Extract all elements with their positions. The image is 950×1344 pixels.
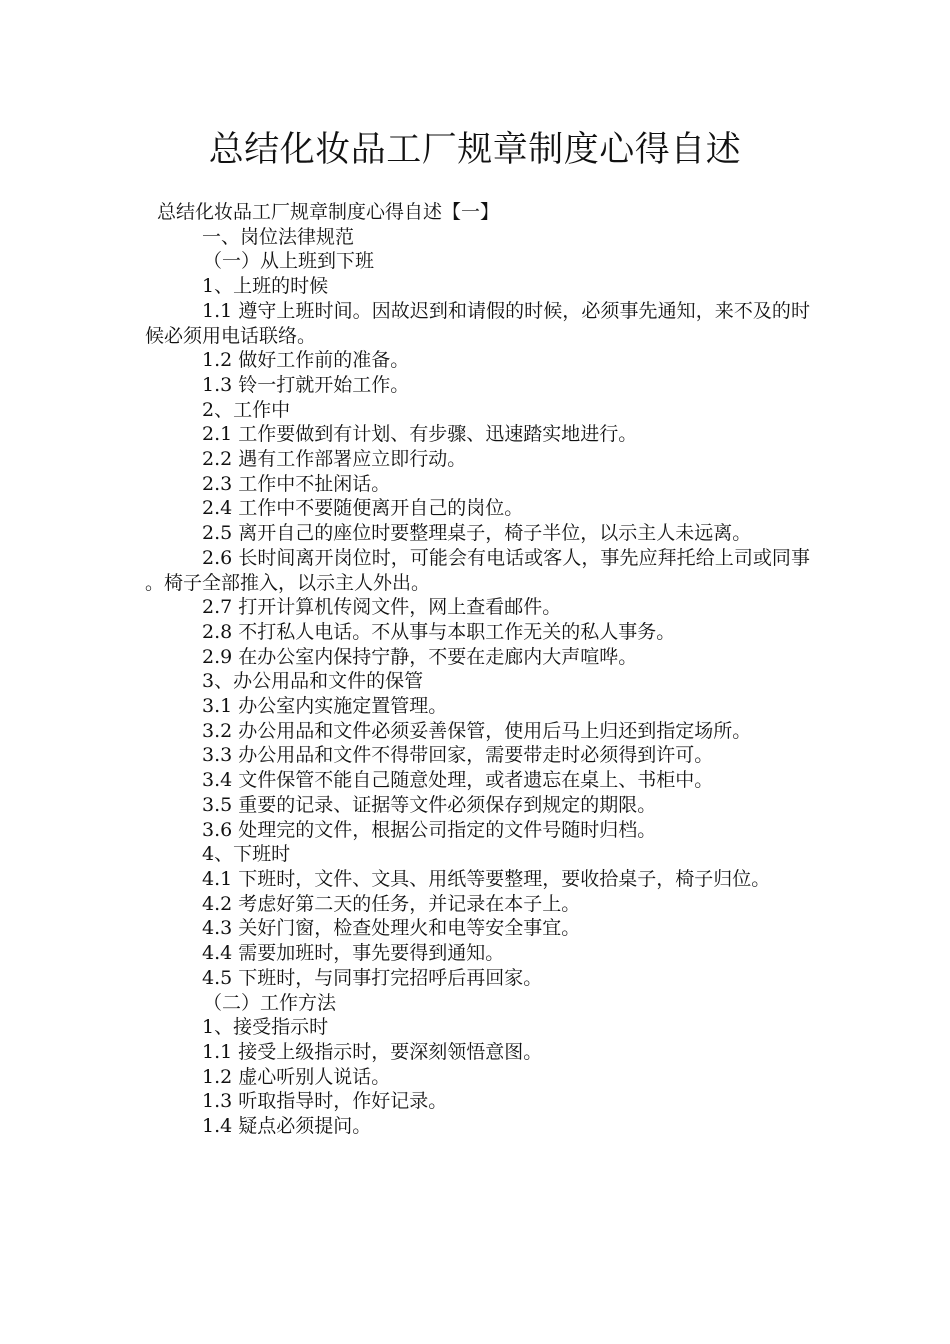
paragraph: 4、下班时: [202, 843, 291, 866]
paragraph: 3、办公用品和文件的保管: [202, 670, 424, 693]
paragraph: 1.2 做好工作前的准备。: [202, 349, 410, 372]
paragraph: 1.3 听取指导时，作好记录。: [202, 1090, 448, 1113]
paragraph: 2.5 离开自己的座位时要整理桌子，椅子半位，以示主人未远离。: [202, 522, 752, 545]
paragraph: 4.3 关好门窗，检查处理火和电等安全事宜。: [202, 917, 581, 940]
paragraph: 2.1 工作要做到有计划、有步骤、迅速踏实地进行。: [202, 423, 638, 446]
paragraph: 3.1 办公室内实施定置管理。: [202, 695, 448, 718]
section-subtitle: 总结化妆品工厂规章制度心得自述【一】: [157, 201, 500, 223]
heading-level-2: （二）工作方法: [203, 991, 337, 1014]
paragraph: 2.2 遇有工作部署应立即行动。: [202, 448, 467, 471]
paragraph: 2.9 在办公室内保持宁静，不要在走廊内大声喧哗。: [202, 645, 638, 668]
paragraph: 1.1 遵守上班时间。因故迟到和请假的时候，必须事先通知，来不及的时候必须用电话联络。: [145, 299, 810, 347]
heading-level-2: （一）从上班到下班: [203, 250, 375, 273]
paragraph: 3.4 文件保管不能自己随意处理，或者遗忘在桌上、书柜中。: [202, 769, 714, 792]
paragraph: 4.4 需要加班时，事先要得到通知。: [202, 942, 505, 965]
paragraph: 3.2 办公用品和文件必须妥善保管，使用后马上归还到指定场所。: [202, 719, 752, 742]
paragraph: 3.6 处理完的文件，根据公司指定的文件号随时归档。: [202, 818, 657, 841]
paragraph: 4.5 下班时，与同事打完招呼后再回家。: [202, 966, 543, 989]
document-body: [145, 200, 810, 1139]
paragraph: 4.1 下班时，文件、文具、用纸等要整理，要收拾桌子，椅子归位。: [202, 867, 771, 890]
paragraph: 2.4 工作中不要随便离开自己的岗位。: [202, 497, 524, 520]
paragraph: 3.3 办公用品和文件不得带回家，需要带走时必须得到许可。: [202, 744, 714, 767]
paragraph: 2.3 工作中不扯闲话。: [202, 472, 391, 495]
document-title: 总结化妆品工厂规章制度心得自述: [208, 130, 742, 170]
paragraph: 2、工作中: [202, 398, 291, 421]
heading-level-3: 1、上班的时候: [202, 275, 329, 298]
paragraph: 1.3 铃一打就开始工作。: [202, 373, 410, 396]
paragraph: 1.1 接受上级指示时，要深刻领悟意图。: [202, 1040, 543, 1063]
paragraph: 4.2 考虑好第二天的任务，并记录在本子上。: [202, 892, 581, 915]
paragraph: 1.2 虚心听别人说话。: [202, 1065, 391, 1088]
paragraph: 1.4 疑点必须提问。: [202, 1115, 372, 1138]
paragraph: 3.5 重要的记录、证据等文件必须保存到规定的期限。: [202, 793, 657, 816]
heading-level-1: 一、岗位法律规范: [202, 225, 355, 248]
paragraph: 2.7 打开计算机传阅文件，网上查看邮件。: [202, 596, 562, 619]
paragraph: 2.6 长时间离开岗位时，可能会有电话或客人，事先应拜托给上司或同事。椅子全部推入，以示主人外出。: [145, 546, 810, 594]
paragraph: 1、接受指示时: [202, 1016, 329, 1039]
paragraph: 2.8 不打私人电话。不从事与本职工作无关的私人事务。: [202, 620, 676, 643]
